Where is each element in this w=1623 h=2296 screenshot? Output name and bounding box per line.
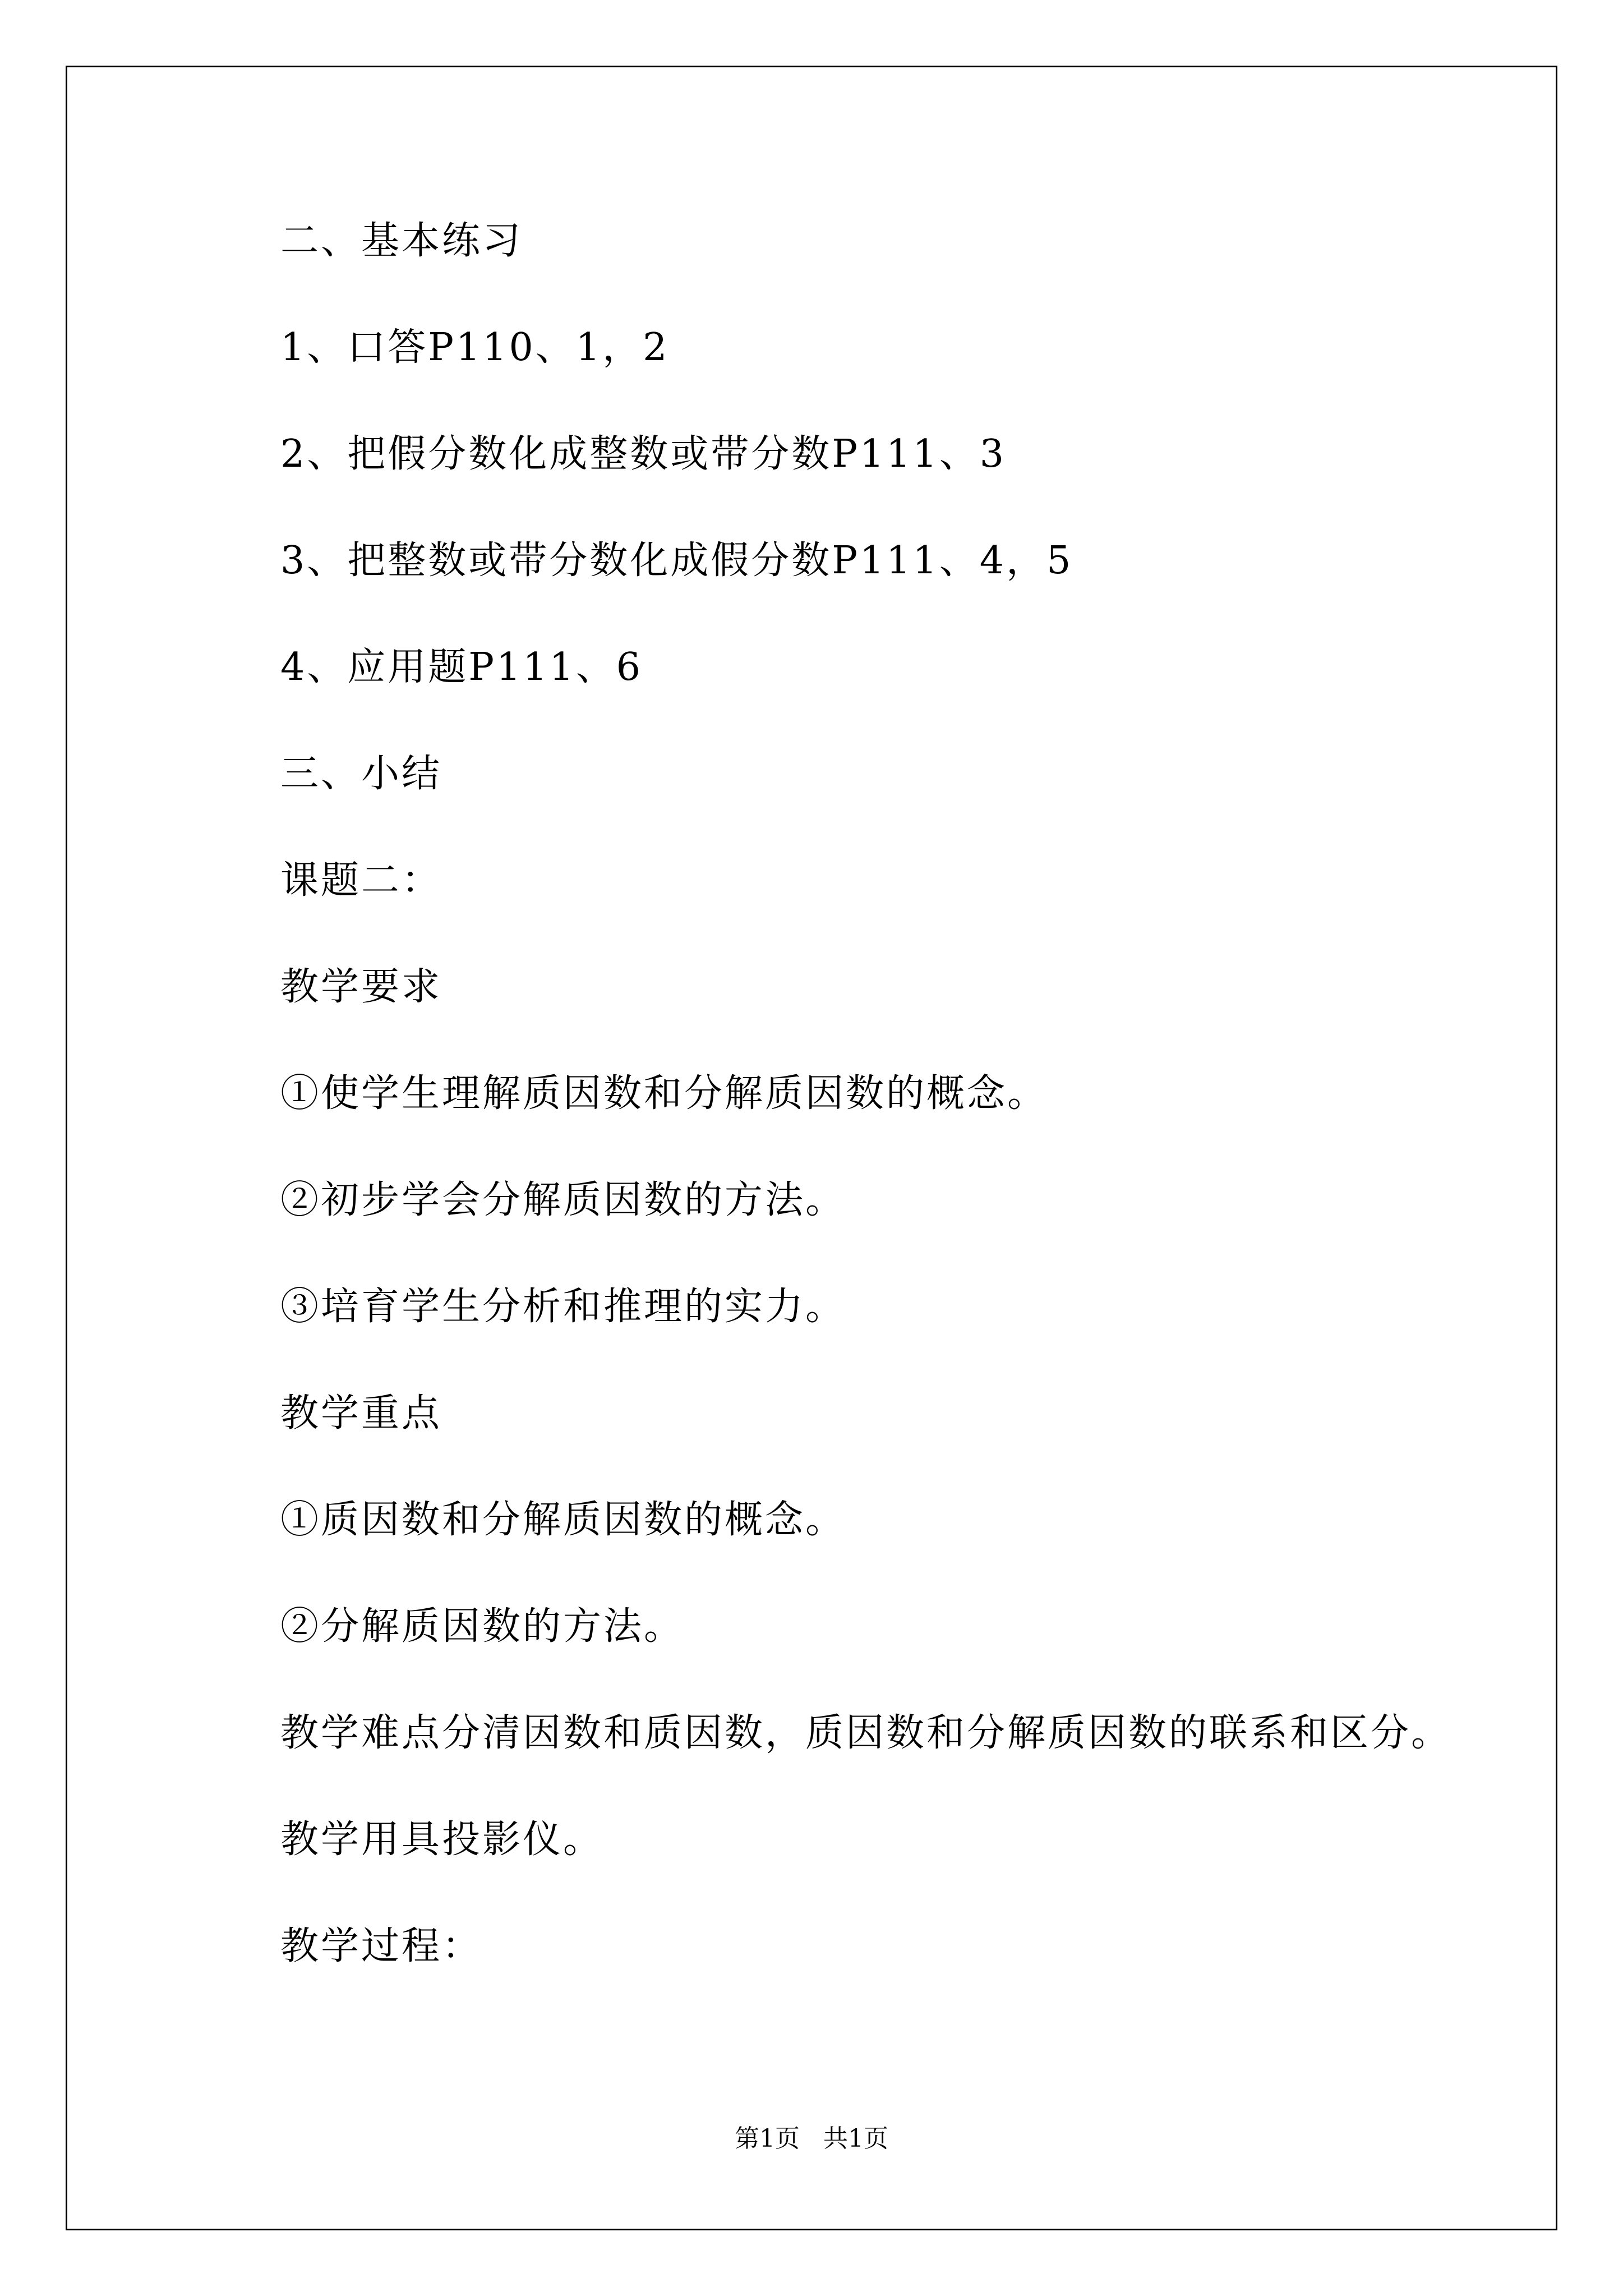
practice-item-2: 2、把假分数化成整数或带分数P111、3 [280, 432, 1007, 476]
teaching-difficulty: 教学难点分清因数和质因数，质因数和分解质因数的联系和区分。 [280, 1711, 1452, 1755]
requirement-item-1: ①使学生理解质因数和分解质因数的概念。 [280, 1071, 1048, 1116]
heading-teaching-focus: 教学重点 [280, 1391, 442, 1435]
practice-item-3: 3、把整数或带分数化成假分数P111、4，5 [280, 539, 1073, 583]
heading-teaching-process: 教学过程： [280, 1924, 483, 1968]
teaching-tools: 教学用具投影仪。 [280, 1818, 604, 1862]
page-footer: 第1页 共1页 [735, 2124, 888, 2153]
lesson-title: 课题二： [280, 858, 442, 903]
practice-item-1: 1、口答P110、1，2 [280, 325, 670, 370]
practice-item-4: 4、应用题P111、6 [280, 645, 643, 689]
focus-item-1: ①质因数和分解质因数的概念。 [280, 1498, 846, 1542]
focus-item-2: ②分解质因数的方法。 [280, 1604, 685, 1649]
section-heading-summary: 三、小结 [280, 752, 442, 796]
requirement-item-3: ③培育学生分析和推理的实力。 [280, 1285, 846, 1329]
section-heading-basic-practice: 二、基本练习 [280, 219, 523, 263]
heading-teaching-requirements: 教学要求 [280, 965, 442, 1009]
document-body [280, 219, 1537, 2031]
requirement-item-2: ②初步学会分解质因数的方法。 [280, 1178, 846, 1222]
